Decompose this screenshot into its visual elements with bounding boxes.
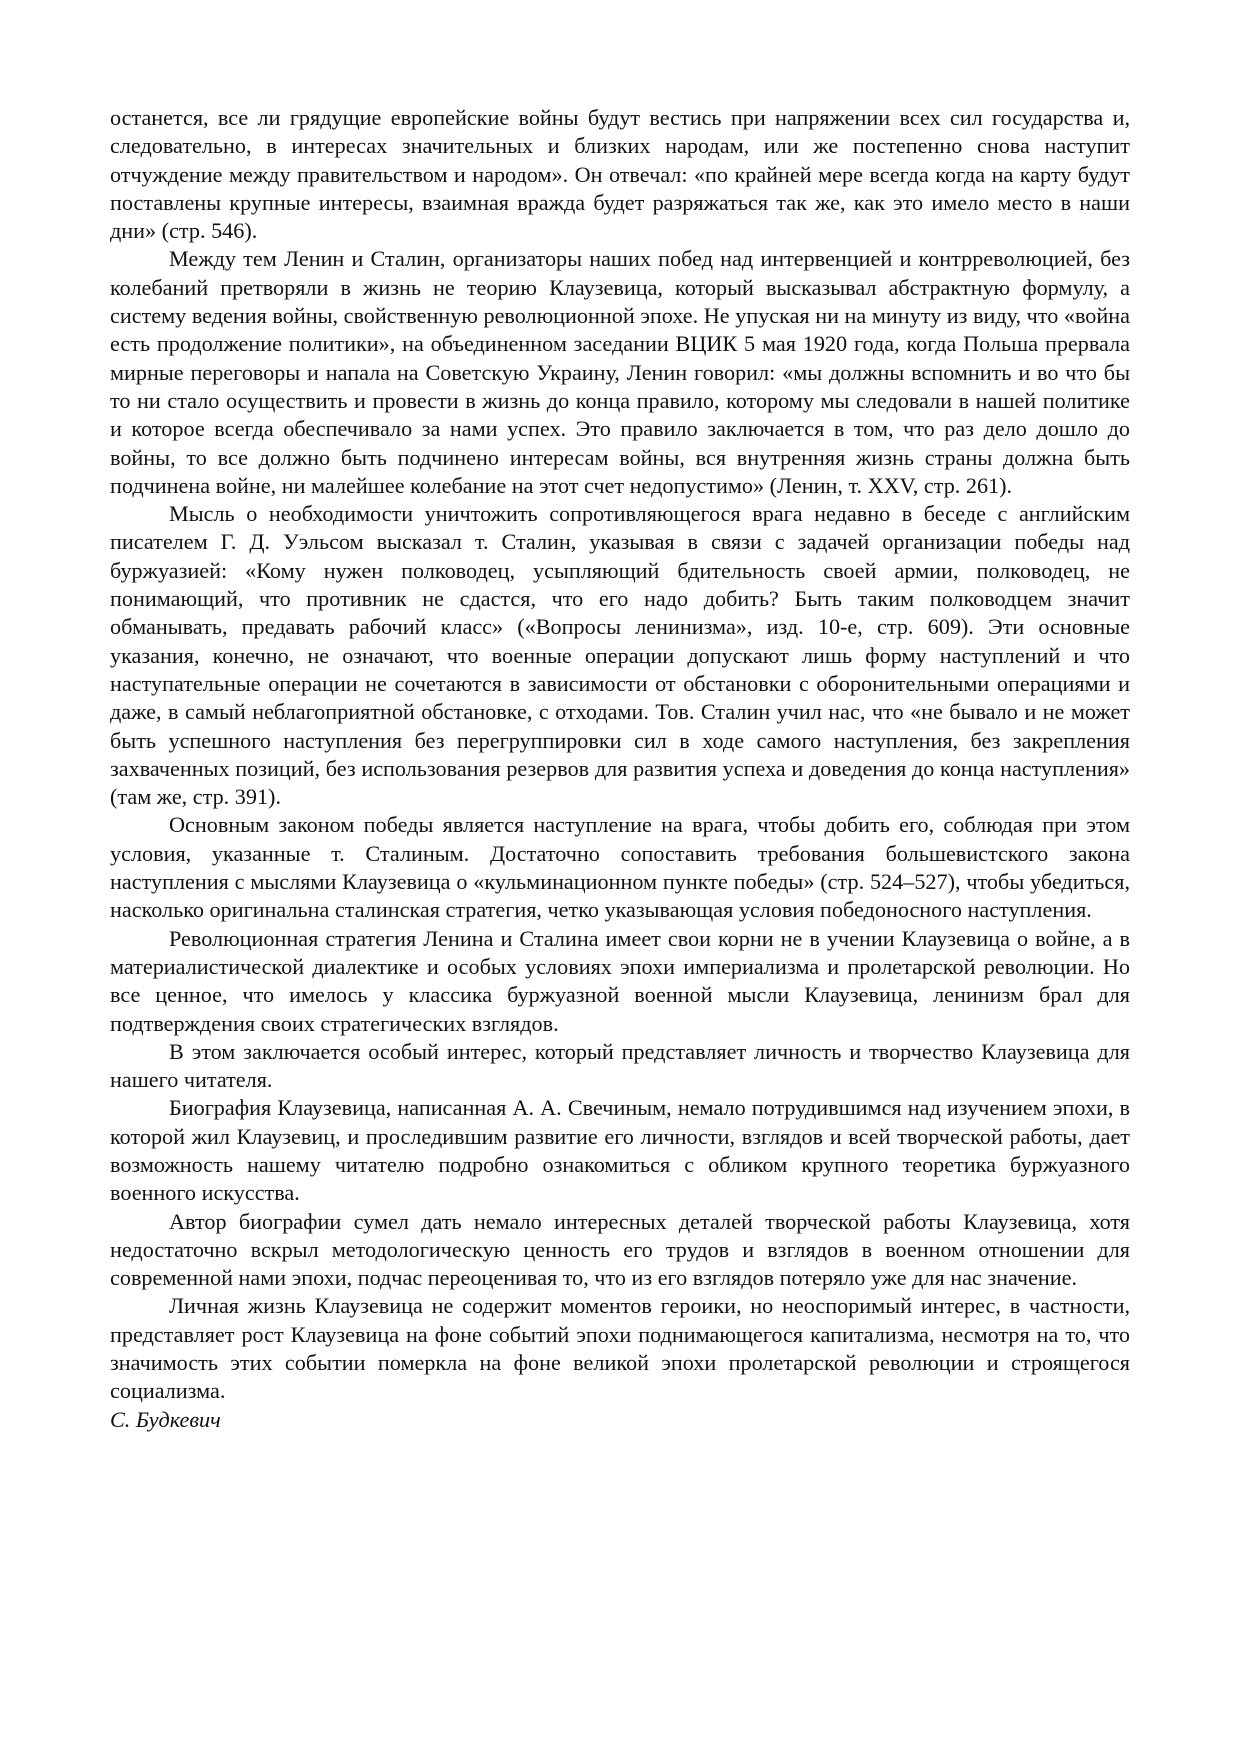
paragraph-author-biography: Автор биографии сумел дать немало интересных деталей творческой работы Клаузевица, хотя недостаточно вскрыл методологическую ценность его трудов и взглядов в военном отношении для современной нами эпохи, подчас переоценивая то, что из его взглядов потеряло уже для нас значение. [110, 1208, 1130, 1291]
paragraph-continuation: останется, все ли грядущие европейские войны будут вестись при напряжении всех сил государства и, следовательно, в интересах значительных и близких народам, или же постепенно снова наступит отчуждение между правительством и народом». Он отвечал: «по крайней мере всегда когда на карту будут поставлены крупные интересы, взаимная вражда будет разряжаться так же, как это имело место в наши дни» (стр. 546). [110, 105, 1130, 244]
paragraph-special-interest: В этом заключается особый интерес, который представляет личность и творчество Клаузевица для нашего читателя. [110, 1038, 1130, 1093]
paragraph-biography: Биография Клаузевица, написанная А. А. Свечиным, немало потрудившимся над изучением эпохи, в которой жил Клаузевиц, и проследившим развитие его личности, взглядов и всей творческой работы, дает возможность нашему читателю подробно ознакомиться с обликом крупного теоретика буржуазного военного искусства. [110, 1095, 1130, 1206]
paragraph-offensive-law: Основным законом победы является наступление на врага, чтобы добить его, соблюдая при этом условия, указанные т. Сталиным. Достаточно сопоставить требования большевистского закона наступления с мыслями Клаузевица о «кульминационном пункте победы» (стр. 524–527), чтобы убедиться, насколько оригинальна сталинская стратегия, четко указывающая условия победоносного наступления. [110, 812, 1130, 923]
paragraph-stalin-wells: Мысль о необходимости уничтожить сопротивляющегося врага недавно в беседе с английским писателем Г. Д. Уэльсом высказал т. Сталин, указывая в связи с задачей организации победы над буржуазией: «Кому нужен полководец, усыпляющий бдительность своей армии, полководец, не понимающий, что противник не сдастся, что его надо добить? Быть таким полководцем значит обманывать, предавать рабочий класс» («Вопросы ленинизма», изд. 10-е, стр. 609). Эти основные указания, конечно, не означают, что военные операции допускают лишь форму наступлений и что наступательные операции не сочетаются в зависимости от обстановки с оборонительными операциями и даже, в самый неблагоприятной обстановке, с отходами. Тов. Сталин учил нас, что «не бывало и не может быть успешного наступления без перегруппировки сил в ходе самого наступления, без закрепления захваченных позиций, без использования резервов для развития успеха и доведения до конца наступления» (там же, стр. 391). [110, 501, 1130, 810]
paragraph-revolutionary-strategy: Революционная стратегия Ленина и Сталина имеет свои корни не в учении Клаузевица о войне, а в материалистической диалектике и особых условиях эпохи империализма и пролетарской революции. Но все ценное, что имелось у классика буржуазной военной мысли Клаузевица, ленинизм брал для подтверждения своих стратегических взглядов. [110, 925, 1130, 1036]
document-page [110, 104, 1130, 1434]
paragraph-personal-life: Личная жизнь Клаузевица не содержит моментов героики, но неоспоримый интерес, в частности, представляет рост Клаузевица на фоне событий эпохи поднимающегося капитализма, несмотря на то, что значимость этих событии померкла на фоне великой эпохи пролетарской революции и строящегося социализма. [110, 1293, 1130, 1404]
paragraph-lenin-stalin: Между тем Ленин и Сталин, организаторы наших побед над интервенцией и контрреволюцией, без колебаний претворяли в жизнь не теорию Клаузевица, который высказывал абстрактную формулу, а систему ведения войны, свойственную революционной эпохе. Не упуская ни на минуту из виду, что «война есть продолжение политики», на объединенном заседании ВЦИК 5 мая 1920 года, когда Польша прервала мирные переговоры и напала на Советскую Украину, Ленин говорил: «мы должны вспомнить и во что бы то ни стало осуществить и провести в жизнь до конца правило, которому мы следовали в нашей политике и которое всегда обеспечивало за нами успех. Это правило заключается в том, что раз дело дошло до войны, то все должно быть подчинено интересам войны, вся внутренняя жизнь страны должна быть подчинена войне, ни малейшее колебание на этот счет недопустимо» (Ленин, т. XXV, стр. 261). [110, 246, 1130, 498]
author-signature: С. Будкевич [110, 1406, 221, 1432]
